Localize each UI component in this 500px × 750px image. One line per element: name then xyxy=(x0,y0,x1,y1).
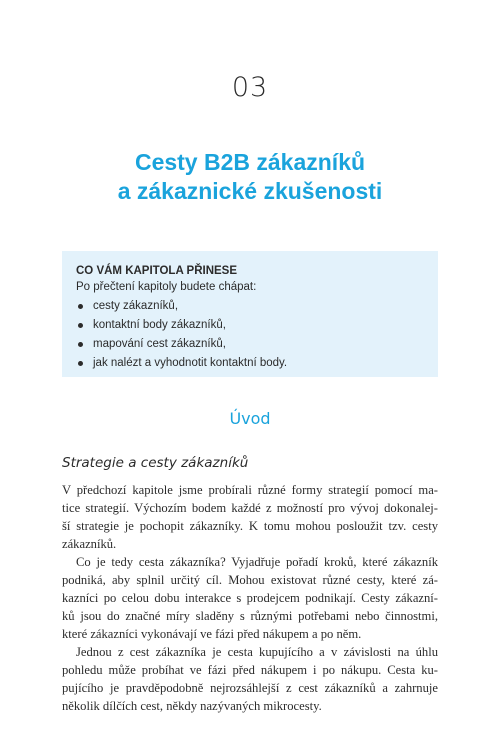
text-line: pujícího je pravděpodobně nejrozsáhlejší z cest zákazníků a zahrnuje xyxy=(62,681,438,695)
text-line: Co je tedy cesta zákazníka? Vyjadřuje pořadí kroků, které zákazník xyxy=(76,555,438,569)
summary-list xyxy=(76,297,424,373)
text-line: podniká, aby splnil určitý cíl. Mohou existovat různé cesty, které zá- xyxy=(62,573,438,587)
text-line: Jednou z cest zákazníka je cesta kupujícího a v závislosti na úhlu xyxy=(76,645,438,659)
summary-list-item: mapování cest zákazníků, xyxy=(76,335,424,354)
summary-intro: Po přečtení kapitoly budete chápat: xyxy=(76,281,257,293)
paragraph xyxy=(62,553,438,643)
paragraph xyxy=(62,643,438,715)
body-text xyxy=(62,481,438,715)
text-line: ků jsou do značné míry sladěny s různými potřebami nebo činnostmi, xyxy=(62,609,438,623)
text-line: V předchozí kapitole jsme probírali různé formy strategií pomocí ma- xyxy=(62,483,438,497)
text-line: několik dílčích cest, někdy nazývaných mikrocesty. xyxy=(62,699,322,713)
chapter-summary-box xyxy=(62,251,438,377)
text-line: které zákazníci vykonávají ve fázi před nákupem a po něm. xyxy=(62,627,362,641)
summary-list-item: jak nalézt a vyhodnotit kontaktní body. xyxy=(76,354,424,373)
text-line: zákazníků. xyxy=(62,537,117,551)
paragraph xyxy=(62,481,438,553)
chapter-title-line: Cesty B2B zákazníků xyxy=(134,149,366,175)
chapter-number: 03 xyxy=(231,72,269,103)
text-line: pohledu může probíhat ve fázi před nákupem i po nákupu. Cesta ku- xyxy=(62,663,438,677)
text-line: kazníci po celou dobu interakce s prodejcem podnikají. Cesty zákazní- xyxy=(62,591,438,605)
section-heading: Úvod xyxy=(229,409,271,428)
text-line: ší strategie je pochopit zákazníky. K tomu mohou posloužit tzv. cesty xyxy=(62,519,438,533)
text-line: tice strategií. Výchozím bodem každé z možností pro vývoj dokonalej- xyxy=(62,501,438,515)
summary-heading: CO VÁM KAPITOLA PŘINESE xyxy=(76,265,238,277)
subsection-heading: Strategie a cesty zákazníků xyxy=(62,455,249,471)
summary-list-item: kontaktní body zákazníků, xyxy=(76,316,424,335)
chapter-title xyxy=(0,148,500,206)
summary-list-item: cesty zákazníků, xyxy=(76,297,424,316)
chapter-title-line: a zákaznické zkušenosti xyxy=(117,178,383,204)
